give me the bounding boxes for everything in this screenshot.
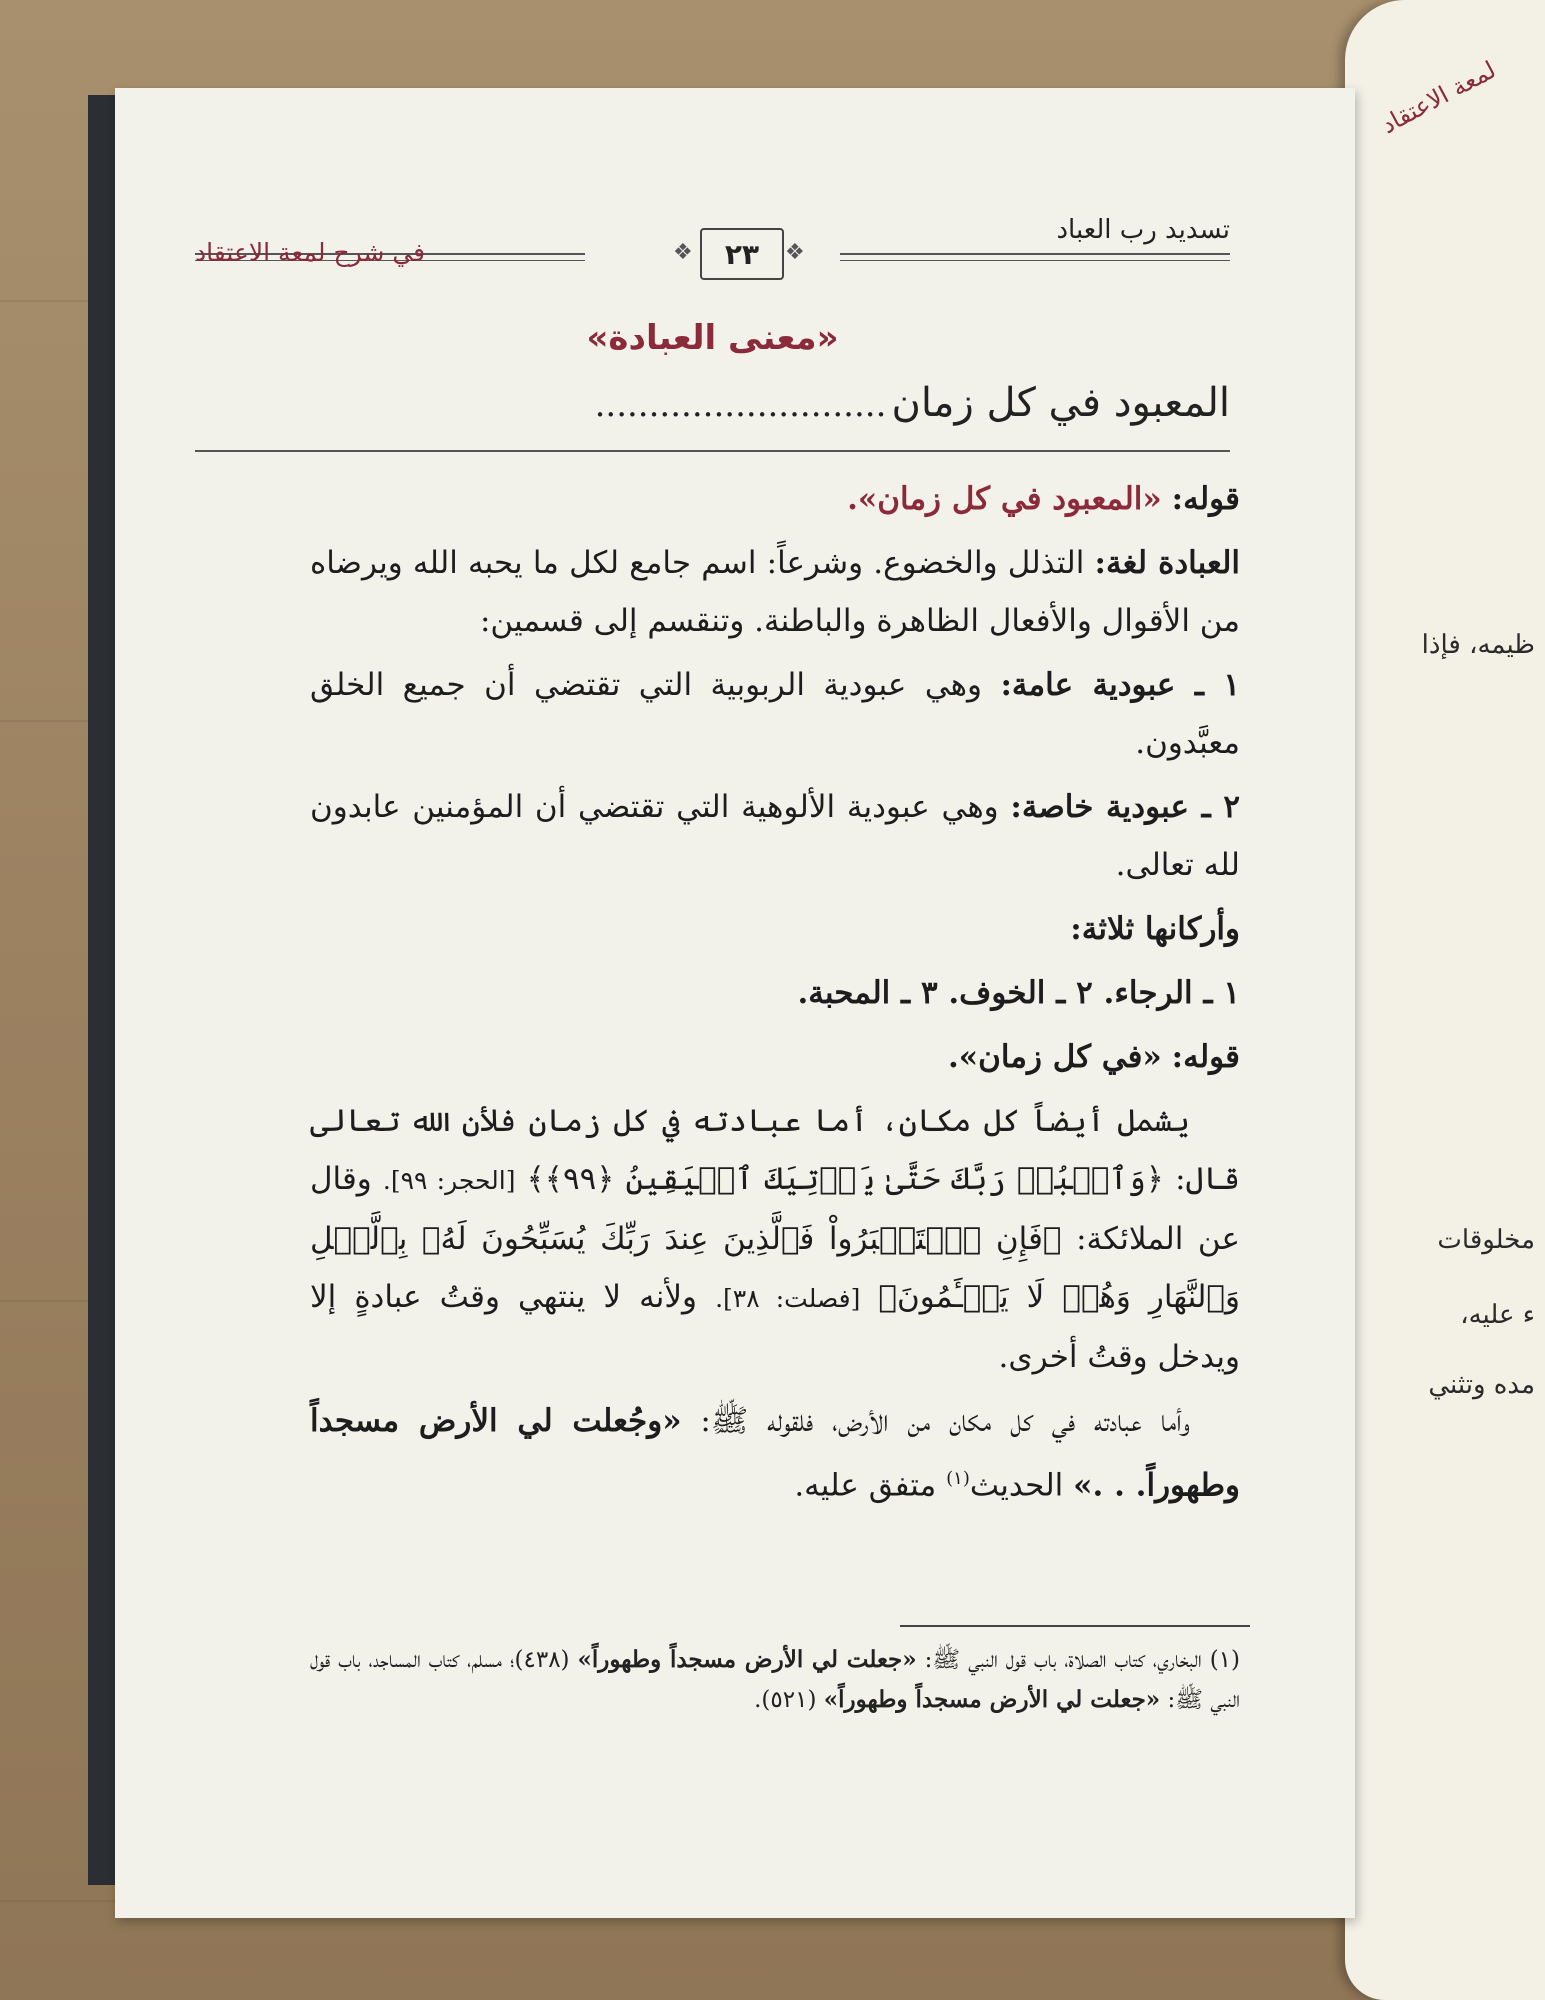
paragraph: ١ ـ الرجاء. ٢ ـ الخوف. ٣ ـ المحبة.	[797, 975, 1240, 1011]
paragraph-text: وهي عبودية الألوهية التي تقتضي أن المؤمنين عابدون لله تعالى.	[310, 789, 1240, 883]
page-number: ٢٣	[700, 228, 784, 280]
footnote-text: (٤٣٨)؛ مسلم، كتاب المساجد، باب قول النبي ﷺ:	[310, 1647, 1240, 1713]
adjacent-page-line: ء عليه،	[1460, 1300, 1535, 1330]
quran-verse: ﴿فَإِنِ ٱسۡتَكۡبَرُواْ فَٱلَّذِينَ عِندَ رَبِّكَ يُسَبِّحُونَ لَهُۥ بِٱلَّيۡلِ وَٱلنَّهَارِ وَهُمۡ لَا يَسۡـَٔمُونَ﴾	[310, 1221, 1240, 1315]
paragraph	[310, 1092, 1240, 1386]
page-header	[195, 210, 1230, 310]
ornament-icon: ❖	[785, 240, 805, 265]
adjacent-page-line: مده وتثني	[1428, 1370, 1535, 1400]
body-text	[310, 470, 1240, 1520]
adjacent-page	[1345, 0, 1545, 2000]
paragraph-text: متفق عليه.	[794, 1467, 937, 1504]
quoted-matn: «في كل زمان».	[947, 1039, 1162, 1075]
verse-reference: [الحجر: ٩٩].	[382, 1166, 516, 1195]
label: قوله:	[1171, 1039, 1240, 1075]
adjacent-page-line: مخلوقات	[1437, 1225, 1535, 1255]
paragraph	[310, 656, 1240, 772]
adjacent-page-line: ظيمه، فإذا	[1421, 630, 1535, 660]
paragraph-text: وأما عبادته في كل مكان من الأرض، فلقوله ﷺ:	[700, 1403, 1191, 1439]
paragraph-text: يشمل أيضاً كل مكان، أما عبادته في كل زمان فلأن الله تعالى قال:	[310, 1103, 1240, 1197]
label: ١ ـ عبودية عامة:	[1000, 667, 1240, 703]
dot-leader: ...........................	[594, 385, 887, 425]
series-title: تسديد رب العباد	[1056, 215, 1230, 245]
paragraph	[310, 470, 1240, 528]
footnote-quote: «جعلت لي الأرض مسجداً وطهوراً»	[823, 1686, 1161, 1713]
footnote-quote: «جعلت لي الأرض مسجداً وطهوراً»	[577, 1646, 917, 1673]
paragraph-text: وهي عبودية الربوبية التي تقتضي أن جميع الخلق معبَّدون.	[310, 667, 1240, 761]
ornament-icon: ❖	[673, 240, 693, 265]
paragraph	[310, 778, 1240, 894]
footnote-text: (٥٢١).	[754, 1687, 817, 1713]
verse-reference: [فصلت: ٣٨].	[715, 1284, 861, 1313]
paragraph	[310, 1392, 1240, 1514]
footnote-separator	[900, 1625, 1250, 1627]
footnote-text: البخاري، كتاب الصلاة، باب قول النبي ﷺ:	[924, 1647, 1202, 1673]
chapter-heading: «معنى العبادة»	[586, 318, 839, 358]
quran-verse: ﴿وَٱعۡبُدۡ رَبَّكَ حَتَّىٰ يَأۡتِيَكَ ٱلۡيَقِينُ ﴿٩٩﴾﴾	[526, 1161, 1164, 1197]
footnote-ref: (١)	[946, 1468, 970, 1489]
paragraph-text: الحديث	[969, 1467, 1064, 1504]
paragraph-text: وقال عن الملائكة:	[310, 1161, 1240, 1257]
header-rule-right	[840, 253, 1230, 261]
adjacent-page-header: لمعة الاعتقاد	[1376, 55, 1501, 140]
label: العبادة لغة:	[1094, 545, 1240, 581]
paragraph	[310, 534, 1240, 650]
footnotes	[310, 1640, 1240, 1720]
label: قوله:	[1171, 481, 1240, 517]
paragraph: وأركانها ثلاثة:	[1070, 911, 1240, 947]
paragraph-text: ولأنه لا ينتهي وقتُ عبادةٍ إلا ويدخل وقتُ أخرى.	[310, 1279, 1240, 1375]
matn-text: المعبود في كل زمان	[891, 380, 1230, 426]
hadith-quote: «وجُعلت لي الأرض مسجداً وطهوراً. . .»	[310, 1403, 1240, 1504]
quoted-matn: «المعبود في كل زمان».	[847, 481, 1162, 517]
book-spine	[88, 95, 118, 1885]
footnote-number: (١)	[1209, 1647, 1241, 1673]
paragraph-text: التذلل والخضوع. وشرعاً: اسم جامع لكل ما يحبه الله ويرضاه من الأقوال والأفعال الظاهرة والباطنة. وتنقسم إلى قسمين:	[310, 545, 1240, 639]
book-subtitle: في شرح لمعة الاعتقاد	[195, 238, 426, 267]
label: ٢ ـ عبودية خاصة:	[1010, 789, 1240, 825]
paragraph	[310, 1028, 1240, 1086]
matn-line	[195, 380, 1230, 452]
